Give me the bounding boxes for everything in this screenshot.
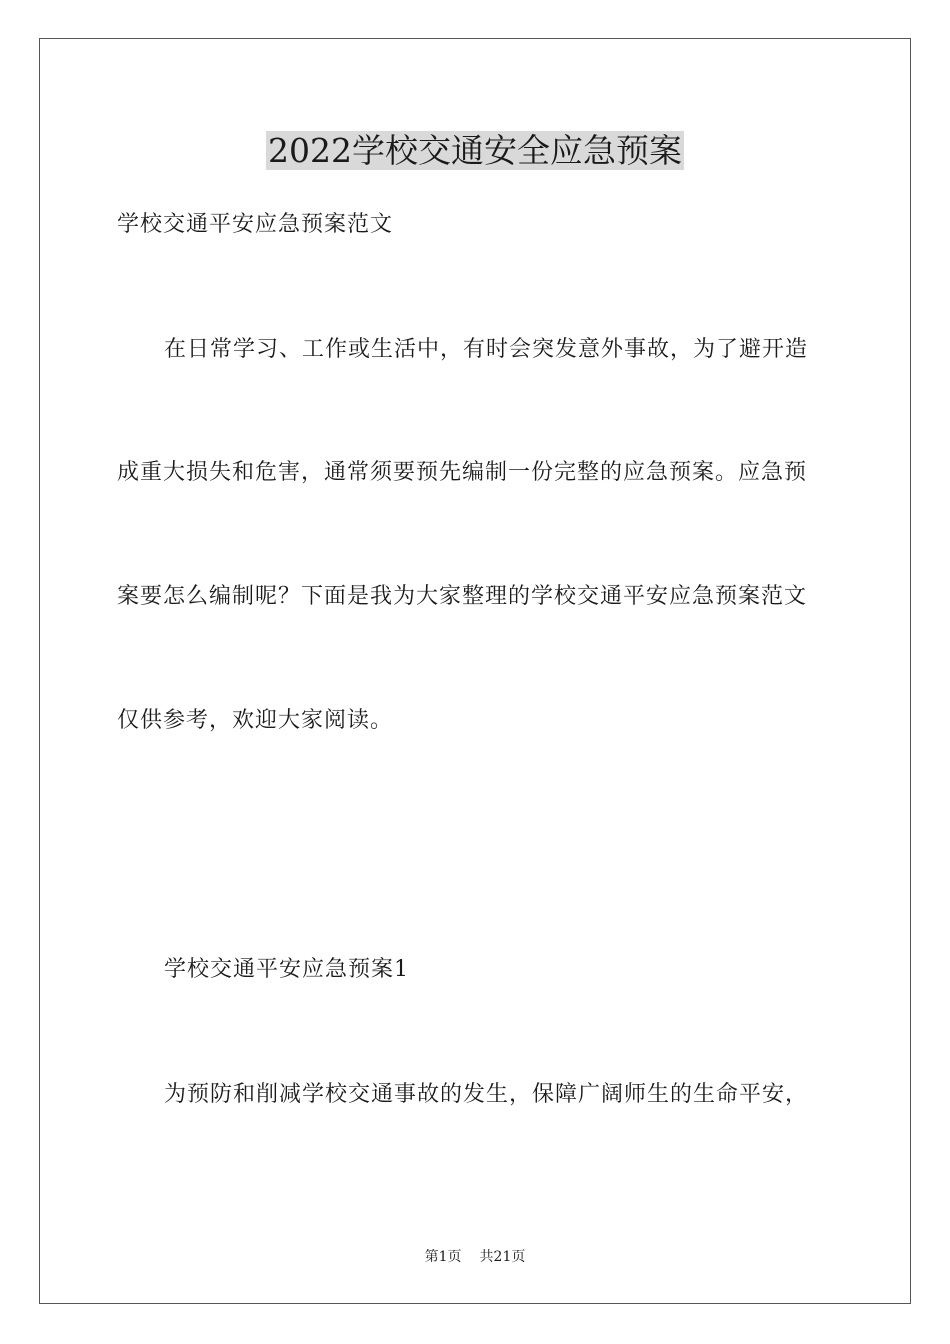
document-title — [0, 128, 950, 174]
document-title-text: 2022学校交通安全应急预案 — [268, 131, 682, 170]
paragraph-line: 案要怎么编制呢？下面是我为大家整理的学校交通平安应急预案范文 — [117, 584, 808, 609]
page-total: 共21页 — [479, 1249, 526, 1265]
paragraph-line: 仅供参考，欢迎大家阅读。 — [117, 708, 394, 733]
paragraph-line: 成重大损失和危害，通常须要预先编制一份完整的应急预案。应急预 — [117, 460, 808, 485]
paragraph-line: 在日常学习、工作或生活中，有时会突发意外事故，为了避开造 — [164, 337, 809, 362]
paragraph-line: 为预防和削减学校交通事故的发生，保障广阔师生的生命平安， — [164, 1082, 809, 1107]
page-number: 第1页 — [424, 1249, 462, 1265]
page-footer — [0, 1248, 950, 1266]
document-subtitle: 学校交通平安应急预案范文 — [117, 212, 394, 237]
section-heading: 学校交通平安应急预案1 — [164, 957, 409, 982]
